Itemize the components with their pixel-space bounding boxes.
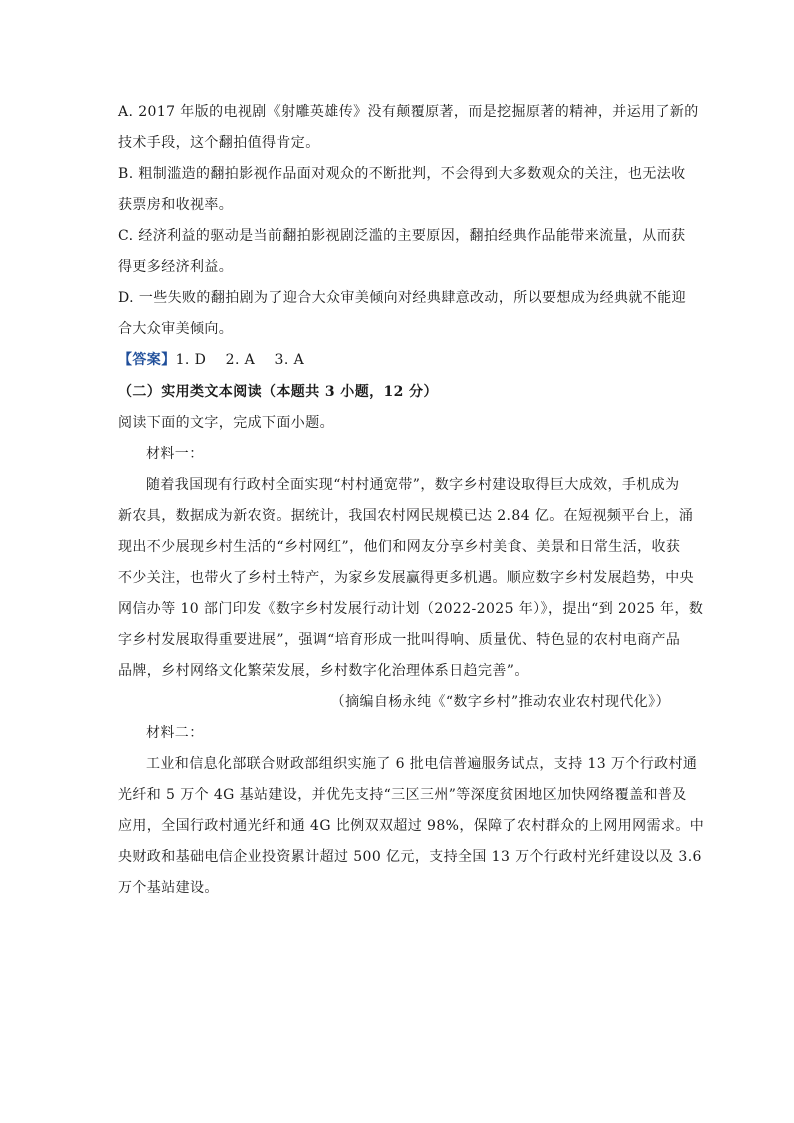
answer-line [118,350,678,370]
material1-source: （摘编自杨永纯《“数字乡村”推动农业农村现代化》） [330,694,670,710]
material1-line-5: 网信办等 10 部门印发《数字乡村发展行动计划（2022-2025 年）》，提出“到 2025 年，数 [118,601,704,617]
section-instruction: 阅读下面的文字，完成下面小题。 [118,415,334,431]
material1-label: 材料一： [146,446,204,462]
option-a-line-2: 技术手段，这个翻拍值得肯定。 [118,135,320,151]
material1-line-4: 不少关注，也带火了乡村土特产，为家乡发展赢得更多机遇。顺应数字乡村发展趋势，中央 [118,570,694,586]
material2-line-4: 央财政和基础电信企业投资累计超过 500 亿元，支持全国 13 万个行政村光纤建设以及 3.6 [118,849,702,865]
material1-line-1: 随着我国现有行政村全面实现“村村通宽带”，数字乡村建设取得巨大成效，手机成为 [146,477,680,493]
option-a-line-1: A. 2017 年版的电视剧《射雕英雄传》没有颠覆原著，而是挖掘原著的精神，并运用了新的 [118,104,699,120]
option-c-line-2: 得更多经济利益。 [118,259,234,275]
material2-line-5: 万个基站建设。 [118,880,219,896]
material1-line-3: 现出不少展现乡村生活的“乡村网红”，他们和网友分享乡村美食、美景和日常生活，收获 [118,539,681,555]
material1-line-7: 品牌，乡村网络文化繁荣发展，乡村数字化治理体系日趋完善”。 [118,663,529,679]
material2-line-2: 光纤和 5 万个 4G 基站建设，并优先支持“三区三州”等深度贫困地区加快网络覆盖和普及 [118,787,687,803]
option-b-line-2: 获票房和收视率。 [118,197,234,213]
material2-label: 材料二： [146,725,204,741]
option-b-line-1: B. 粗制滥造的翻拍影视作品面对观众的不断批判，不会得到大多数观众的关注，也无法收 [118,166,686,182]
material2-line-3: 应用，全国行政村通光纤和通 4G 比例双双超过 98%，保障了农村群众的上网用网需求。中 [118,818,705,834]
material1-line-2: 新农具，数据成为新农资。据统计，我国农村网民规模已达 2.84 亿。在短视频平台上，涌 [118,508,694,524]
answer-tag: 【答案】 [118,352,176,368]
option-d-line-1: D. 一些失败的翻拍剧为了迎合大众审美倾向对经典肆意改动，所以要想成为经典就不能迎 [118,290,687,306]
answer-text: 1. D 2. A 3. A [175,352,305,368]
option-c-line-1: C. 经济利益的驱动是当前翻拍影视剧泛滥的主要原因，翻拍经典作品能带来流量，从而获 [118,228,686,244]
material2-line-1: 工业和信息化部联合财政部组织实施了 6 批电信普遍服务试点，支持 13 万个行政村通 [146,756,698,772]
option-d-line-2: 合大众审美倾向。 [118,321,234,337]
section-heading: （二）实用类文本阅读（本题共 3 小题，12 分） [118,384,438,400]
material1-line-6: 字乡村发展取得重要进展”，强调“培育形成一批叫得响、质量优、特色显的农村电商产品 [118,632,681,648]
